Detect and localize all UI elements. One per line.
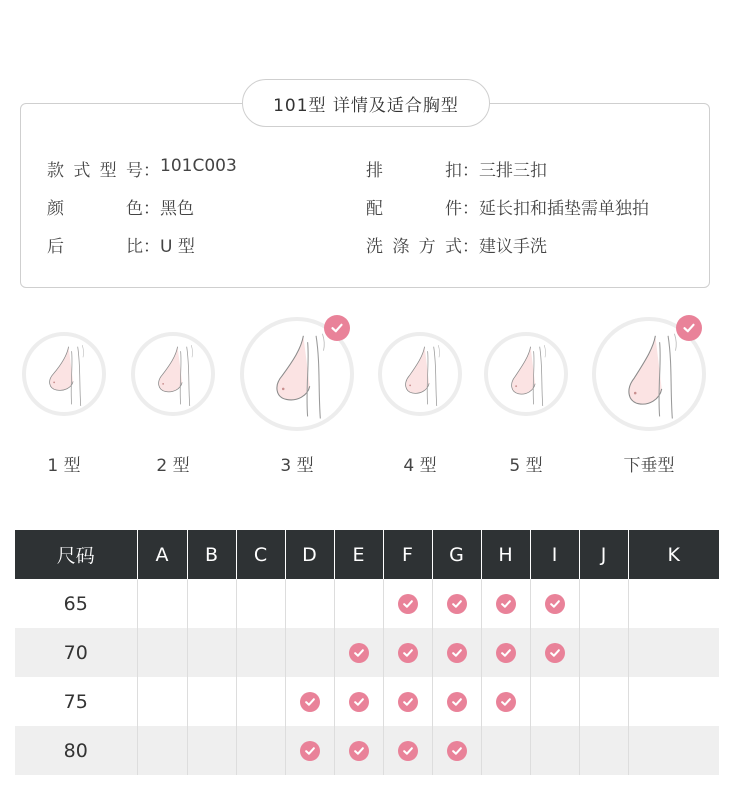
cup-cell [628, 628, 719, 677]
available-check-icon [496, 594, 516, 614]
spec-separator: ： [462, 237, 479, 257]
breast-silhouette-icon [26, 336, 102, 412]
spec-label: 颜色 [47, 199, 143, 219]
breast-silhouette-icon [135, 336, 211, 412]
cup-column-header: E [334, 530, 383, 579]
spec-back [47, 232, 195, 257]
available-check-icon [349, 692, 369, 712]
cup-cell [432, 726, 481, 775]
breast-type-circle [22, 332, 106, 416]
available-check-icon [447, 594, 467, 614]
cup-cell [383, 628, 432, 677]
cup-cell [334, 579, 383, 628]
cup-cell [579, 726, 628, 775]
cup-cell [383, 579, 432, 628]
cup-cell [628, 579, 719, 628]
cup-cell [383, 677, 432, 726]
cup-cell [137, 628, 187, 677]
cup-cell [530, 726, 579, 775]
size-table-header [15, 530, 719, 579]
cup-cell [628, 726, 719, 775]
available-check-icon [398, 643, 418, 663]
cup-column-header: B [187, 530, 236, 579]
cup-cell [187, 726, 236, 775]
cup-cell [187, 628, 236, 677]
cup-cell [628, 677, 719, 726]
cup-cell [236, 628, 285, 677]
spec-separator: ： [143, 199, 160, 219]
spec-separator: ： [462, 199, 479, 219]
cup-cell [137, 677, 187, 726]
breast-type-label: 下垂型 [623, 456, 675, 476]
suitable-check-icon [324, 315, 350, 341]
spec-washing [366, 232, 547, 257]
cup-cell [236, 726, 285, 775]
breast-silhouette-icon [488, 336, 564, 412]
spec-color [47, 194, 194, 219]
section-title: 101型 详情及适合胸型 [242, 79, 490, 127]
cup-column-header: I [530, 530, 579, 579]
available-check-icon [300, 741, 320, 761]
cup-cell [530, 628, 579, 677]
available-check-icon [398, 594, 418, 614]
breast-type-label: 1 型 [47, 456, 81, 476]
table-row [15, 726, 719, 775]
available-check-icon [496, 643, 516, 663]
table-row [15, 579, 719, 628]
cup-column-header: D [285, 530, 334, 579]
cup-cell [334, 677, 383, 726]
breast-type-label: 2 型 [156, 456, 190, 476]
cup-cell [579, 677, 628, 726]
cup-column-header: C [236, 530, 285, 579]
spec-model [47, 156, 237, 181]
cup-cell [530, 579, 579, 628]
size-column-header: 尺码 [15, 530, 137, 579]
band-size-cell: 70 [15, 628, 137, 677]
cup-column-header: J [579, 530, 628, 579]
breast-silhouette-icon [382, 336, 458, 412]
cup-cell [579, 579, 628, 628]
spec-value: 建议手洗 [479, 237, 547, 257]
table-row [15, 628, 719, 677]
cup-column-header: G [432, 530, 481, 579]
available-check-icon [349, 741, 369, 761]
cup-cell [236, 579, 285, 628]
cup-cell [137, 579, 187, 628]
cup-cell [285, 726, 334, 775]
cup-cell [334, 726, 383, 775]
size-table [15, 530, 719, 775]
cup-cell [187, 677, 236, 726]
cup-cell [530, 677, 579, 726]
cup-cell [285, 579, 334, 628]
band-size-cell: 75 [15, 677, 137, 726]
cup-cell [285, 628, 334, 677]
cup-cell [481, 726, 530, 775]
cup-cell [187, 579, 236, 628]
spec-separator: ： [143, 161, 160, 181]
cup-cell [481, 677, 530, 726]
spec-hooks [366, 156, 547, 181]
available-check-icon [545, 643, 565, 663]
available-check-icon [398, 692, 418, 712]
breast-type-circle [378, 332, 462, 416]
band-size-cell: 65 [15, 579, 137, 628]
spec-value: 三排三扣 [479, 161, 547, 181]
cup-column-header: F [383, 530, 432, 579]
available-check-icon [349, 643, 369, 663]
cup-cell [432, 628, 481, 677]
spec-accessories [366, 194, 649, 219]
available-check-icon [545, 594, 565, 614]
available-check-icon [300, 692, 320, 712]
breast-type-circle [484, 332, 568, 416]
spec-value: U 型 [160, 237, 195, 257]
spec-label: 洗涤方式 [366, 237, 462, 257]
breast-type-label: 4 型 [403, 456, 437, 476]
available-check-icon [496, 692, 516, 712]
spec-value: 101C003 [160, 156, 237, 176]
available-check-icon [447, 643, 467, 663]
cup-cell [383, 726, 432, 775]
available-check-icon [447, 692, 467, 712]
cup-cell [285, 677, 334, 726]
spec-label: 后比 [47, 237, 143, 257]
suitable-check-icon [676, 315, 702, 341]
spec-label: 款式型号 [47, 161, 143, 181]
cup-cell [432, 579, 481, 628]
cup-column-header: K [628, 530, 719, 579]
breast-type-label: 5 型 [509, 456, 543, 476]
table-row [15, 677, 719, 726]
spec-label: 排扣 [366, 161, 462, 181]
cup-column-header: A [137, 530, 187, 579]
breast-type-circle [131, 332, 215, 416]
cup-cell [481, 579, 530, 628]
cup-column-header: H [481, 530, 530, 579]
spec-label: 配件 [366, 199, 462, 219]
available-check-icon [447, 741, 467, 761]
band-size-cell: 80 [15, 726, 137, 775]
cup-cell [236, 677, 285, 726]
available-check-icon [398, 741, 418, 761]
breast-type-label: 3 型 [280, 456, 314, 476]
spec-value: 延长扣和插垫需单独拍 [479, 199, 649, 219]
cup-cell [137, 726, 187, 775]
spec-separator: ： [143, 237, 160, 257]
cup-cell [481, 628, 530, 677]
spec-separator: ： [462, 161, 479, 181]
cup-cell [579, 628, 628, 677]
cup-cell [432, 677, 481, 726]
spec-value: 黑色 [160, 199, 194, 219]
cup-cell [334, 628, 383, 677]
